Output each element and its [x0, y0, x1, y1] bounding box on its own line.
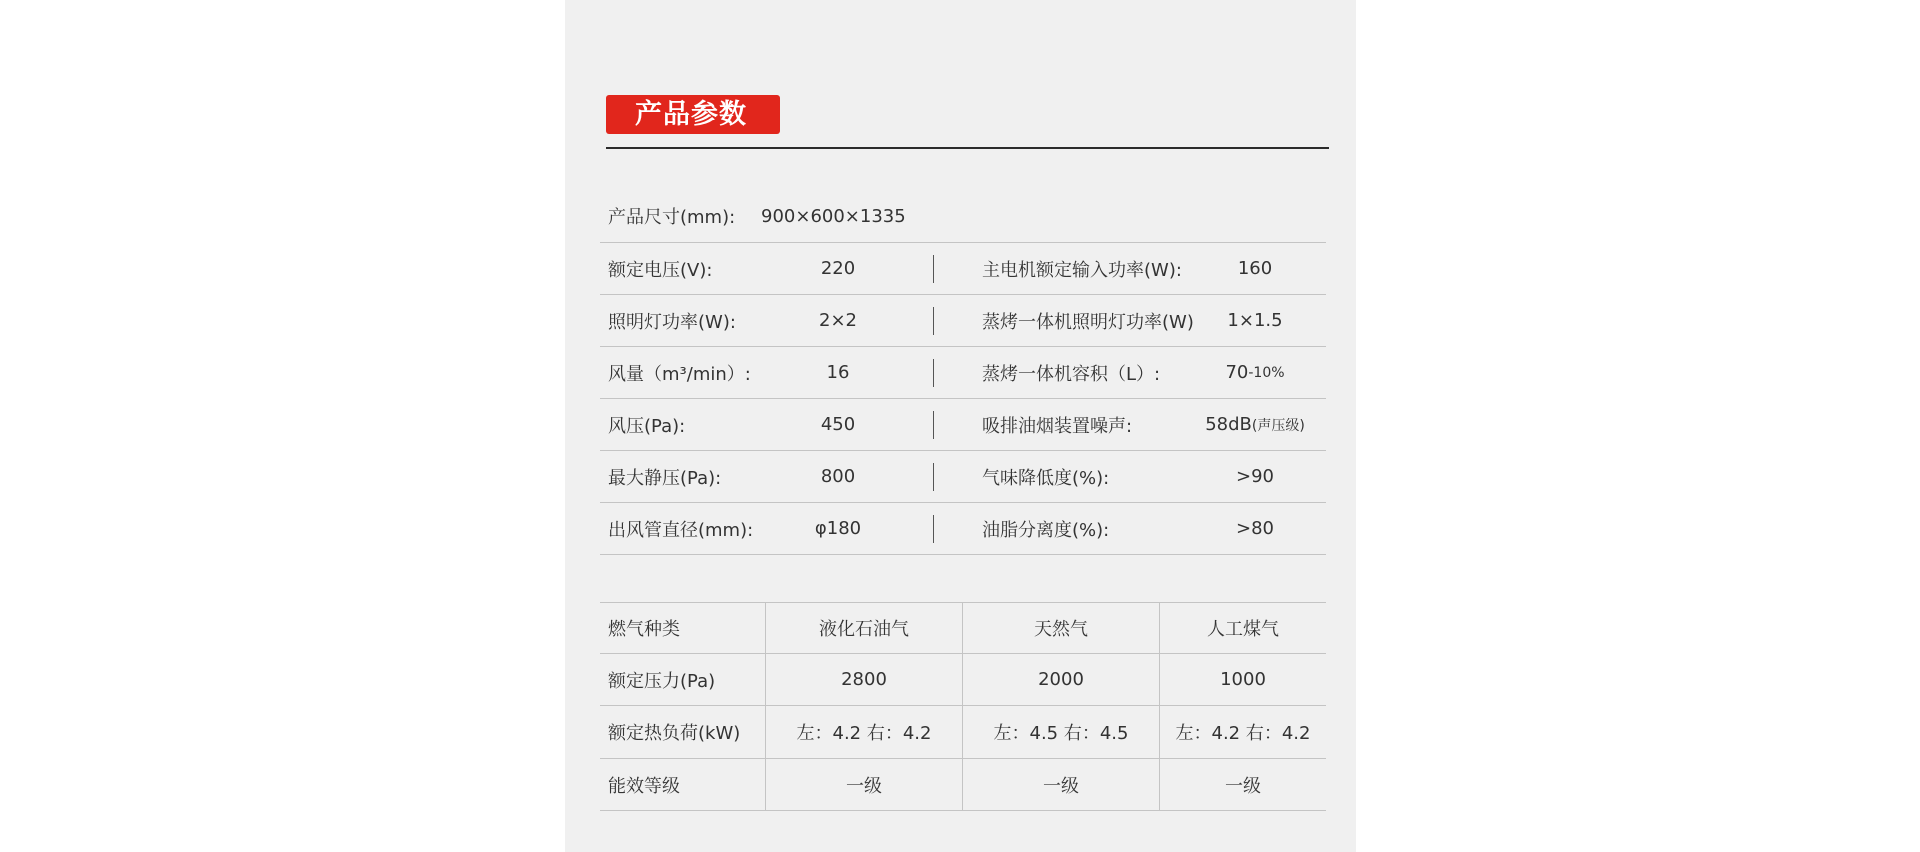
table-header-cell: 天然气 — [963, 603, 1160, 653]
spec-value: 220 — [820, 258, 856, 279]
spec-row — [600, 451, 1326, 503]
table-cell: 左：4.2 右：4.2 — [766, 706, 963, 758]
spec-row — [600, 295, 1326, 347]
spec-label: 主电机额定输入功率(W): — [982, 259, 1182, 281]
spec-table — [600, 190, 1326, 555]
spec-row-size — [600, 190, 1326, 243]
table-cell: 一级 — [1225, 775, 1261, 797]
spec-row — [600, 243, 1326, 295]
spec-value-suffix: (声压级) — [1251, 417, 1305, 434]
table-cell: 能效等级 — [600, 759, 766, 810]
table-row — [600, 759, 1326, 811]
table-cell: 2800 — [766, 654, 963, 705]
spec-label: 风压(Pa): — [608, 415, 686, 437]
spec-label: 气味降低度(%): — [982, 467, 1110, 489]
table-row — [600, 706, 1326, 759]
table-row — [600, 654, 1326, 706]
table-cell: 额定热负荷(kW) — [600, 706, 766, 758]
gas-table-header — [600, 603, 1326, 654]
spec-label: 风量（m³/min）: — [608, 363, 751, 385]
spec-label: 蒸烤一体机照明灯功率(W) — [982, 311, 1194, 333]
spec-value: 58dB — [1205, 414, 1252, 435]
section-divider — [606, 147, 1329, 149]
spec-row — [600, 503, 1326, 555]
table-header-cell: 燃气种类 — [600, 603, 766, 653]
table-cell: 一级 — [766, 759, 963, 810]
column-separator — [933, 411, 934, 439]
spec-value: 160 — [1237, 258, 1273, 279]
spec-value: 1×1.5 — [1227, 310, 1283, 331]
spec-value: 70 — [1225, 362, 1249, 383]
spec-value: 2×2 — [819, 310, 857, 331]
table-header-cell: 人工煤气 — [1207, 619, 1279, 640]
spec-row — [600, 399, 1326, 451]
spec-value: φ180 — [814, 518, 862, 539]
table-header-cell: 液化石油气 — [766, 603, 963, 653]
spec-value-group — [1180, 399, 1330, 450]
section-title-badge: 产品参数 — [606, 95, 780, 134]
column-separator — [933, 255, 934, 283]
spec-value: 16 — [826, 362, 850, 383]
column-separator — [933, 515, 934, 543]
spec-value: 900×600×1335 — [761, 205, 906, 227]
table-cell: 额定压力(Pa) — [600, 654, 766, 705]
column-separator — [933, 359, 934, 387]
spec-value: >80 — [1236, 518, 1274, 539]
spec-label: 出风管直径(mm): — [608, 519, 754, 541]
spec-label: 照明灯功率(W): — [608, 311, 736, 333]
column-separator — [933, 463, 934, 491]
table-cell: 2000 — [963, 654, 1160, 705]
spec-label: 油脂分离度(%): — [982, 519, 1110, 541]
spec-value: 800 — [820, 466, 856, 487]
table-cell: 左：4.2 右：4.2 — [1175, 723, 1311, 744]
spec-value-suffix: -10% — [1248, 364, 1285, 381]
spec-label: 产品尺寸(mm): — [608, 207, 736, 228]
spec-value: 450 — [820, 414, 856, 435]
table-cell: 一级 — [963, 759, 1160, 810]
column-separator — [933, 307, 934, 335]
gas-table — [600, 602, 1326, 811]
spec-label: 吸排油烟装置噪声: — [982, 415, 1133, 437]
table-cell: 1000 — [1220, 669, 1266, 690]
spec-value: >90 — [1236, 466, 1274, 487]
spec-label: 额定电压(V): — [608, 259, 713, 281]
spec-row — [600, 347, 1326, 399]
section-header — [606, 95, 1329, 150]
spec-value-group — [1180, 347, 1330, 398]
spec-label: 最大静压(Pa): — [608, 467, 722, 489]
table-cell: 左：4.5 右：4.5 — [963, 706, 1160, 758]
spec-label: 蒸烤一体机容积（L）: — [982, 363, 1161, 385]
